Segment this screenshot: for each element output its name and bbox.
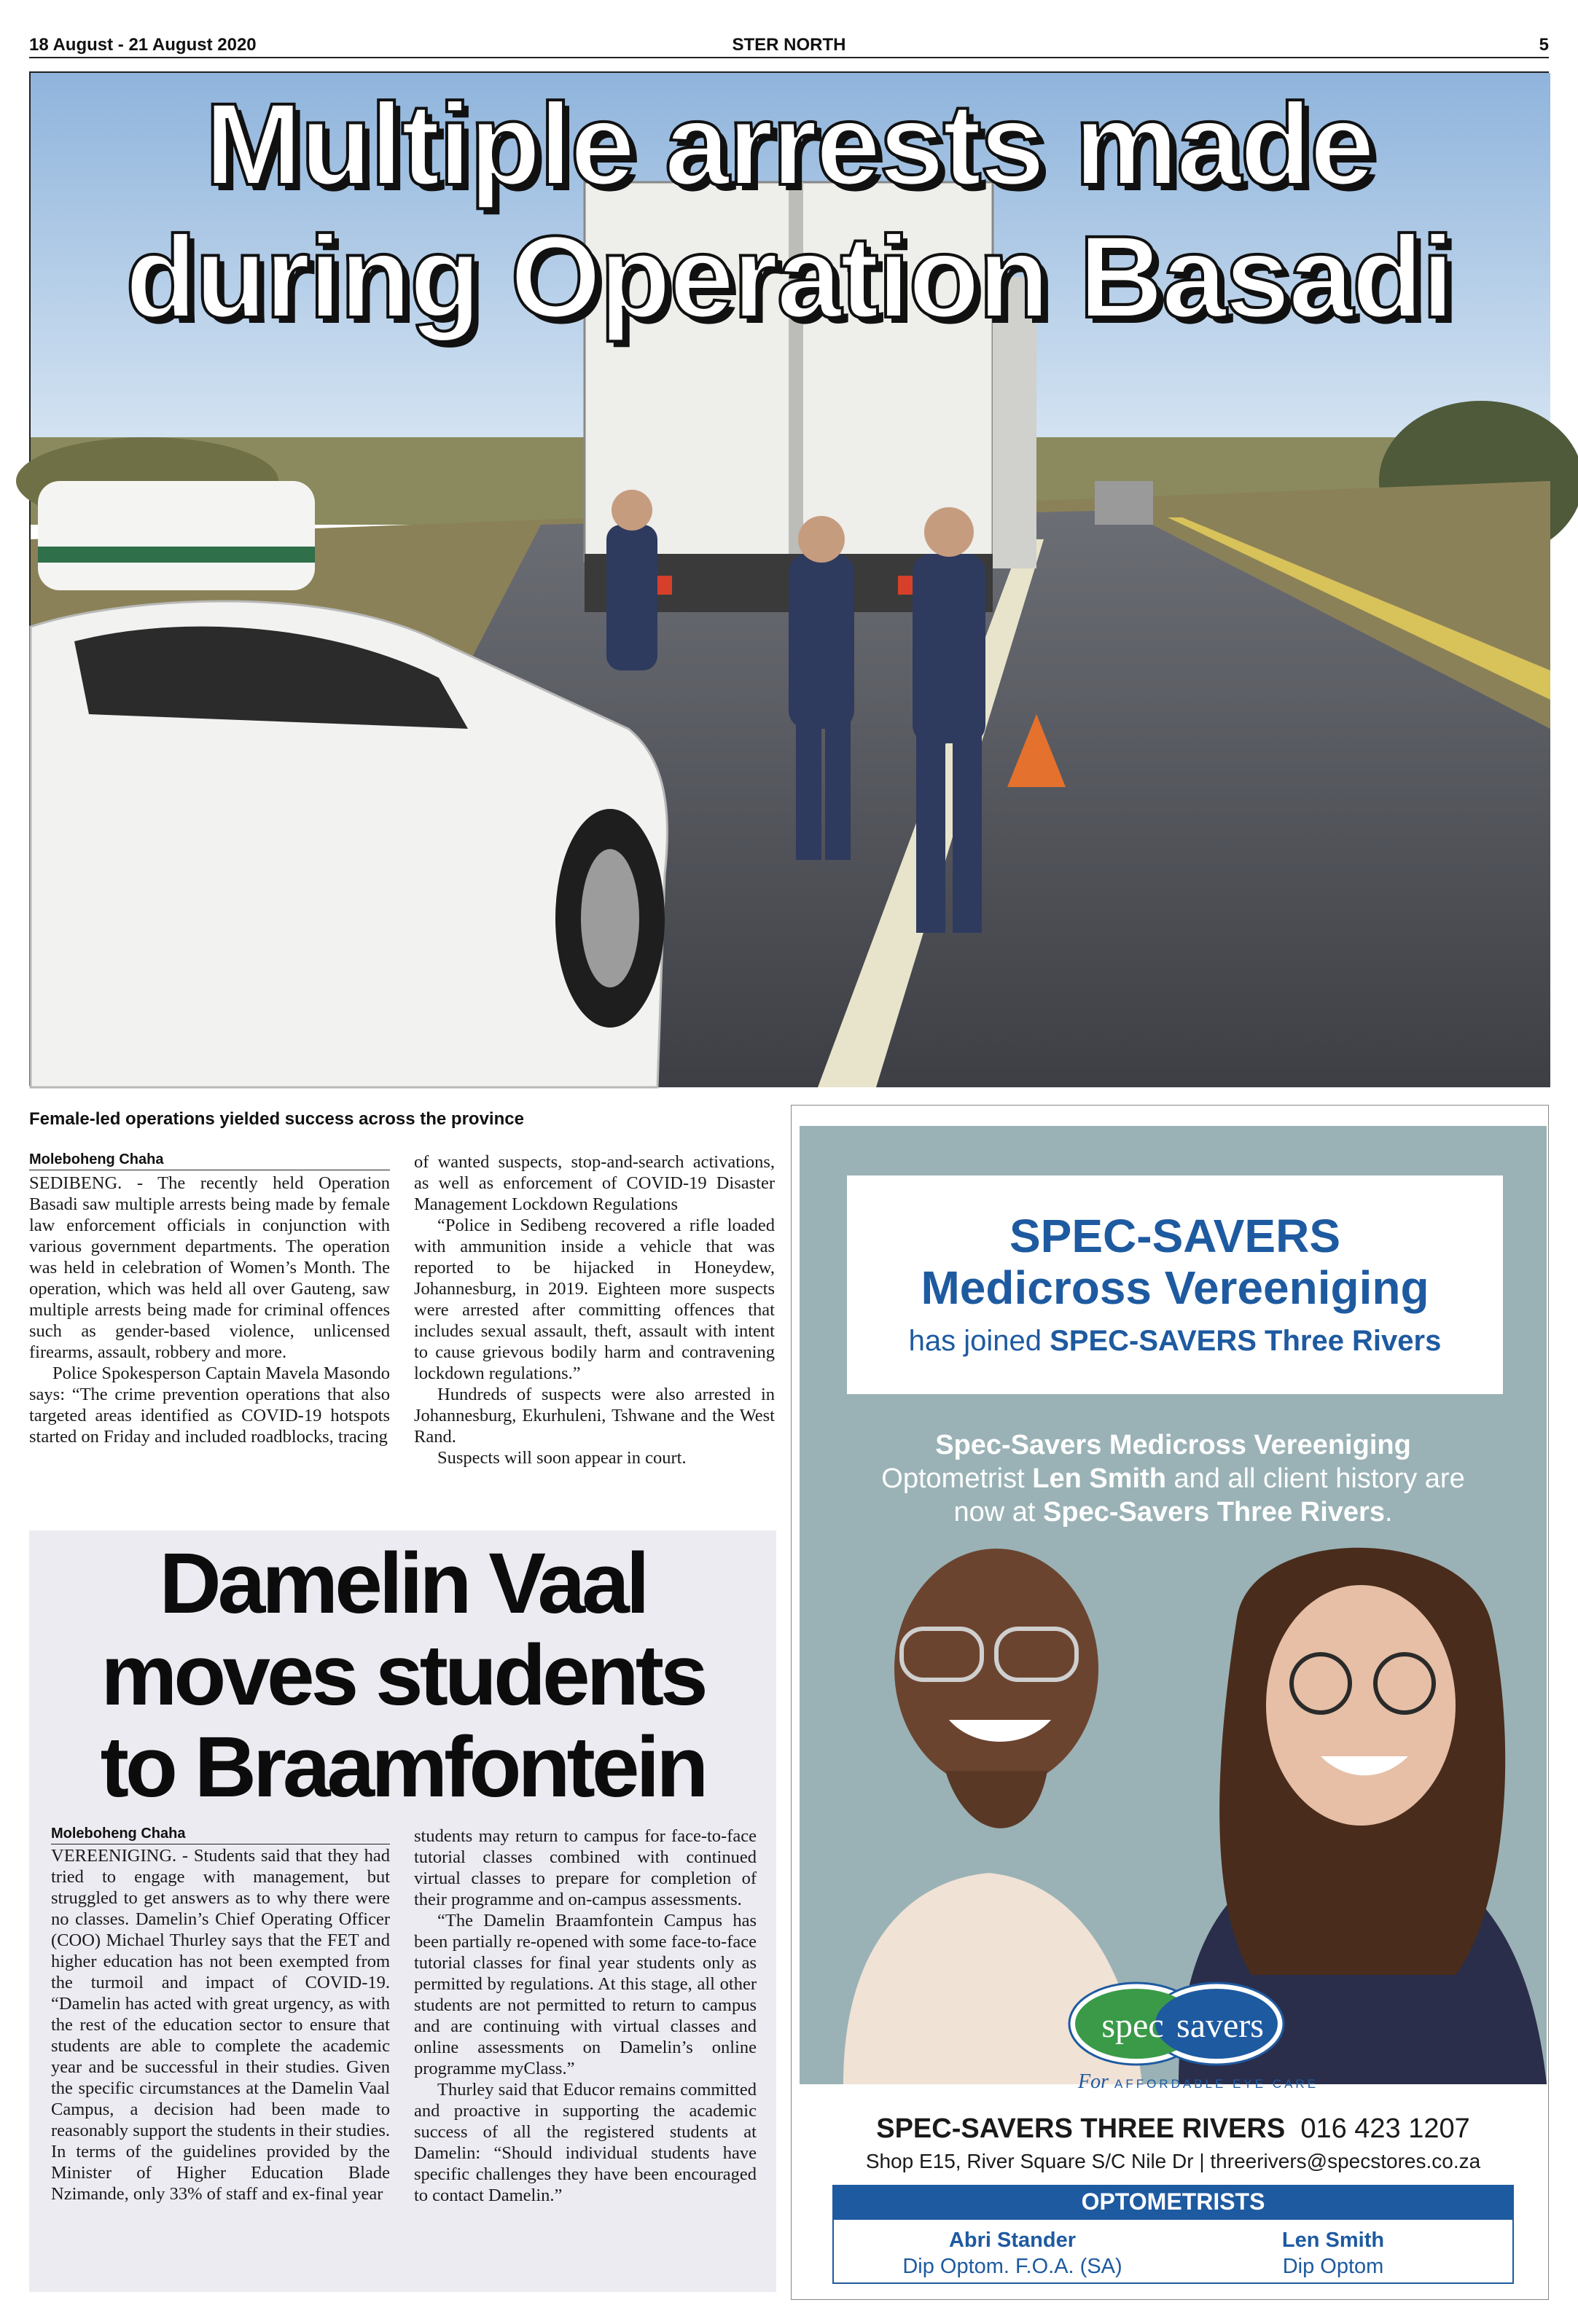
store-line — [800, 2113, 1547, 2145]
optometrists-box — [832, 2218, 1514, 2284]
lead-col2-para: Suspects will soon appear in court. — [437, 1448, 687, 1468]
store-address: Shop E15, River Square S/C Nile Dr | threerivers@specstores.co.za — [865, 2150, 1481, 2172]
lead-byline: Moleboheng Chaha — [29, 1151, 390, 1170]
lead-col1-para: SEDIBENG. - The recently held Operation Basadi saw multiple arrests being made by female law enforcement officials in conjunction with various government departments. The operation was held in celebration of Women’s Month. The operation, which was held all over Gauteng, saw multiple arrests being made for criminal offences such as gender-based violence, unlicensed firearms, assault, robbery and more. — [29, 1173, 390, 1362]
lead-col2-para: Hundreds of suspects were also arrested in Johannesburg, Ekurhuleni, Tshwane and the West Rand. — [414, 1385, 775, 1447]
damelin-headline-line2: moves students — [101, 1627, 705, 1724]
advert-brand-title: SPEC-SAVERS — [1009, 1210, 1341, 1262]
lead-col1-para: Police Spokesperson Captain Mavela Masondo says: “The crime prevention operations that also targeted areas identified as COVID-19 hotspots started on Friday and included roadblocks, tracing — [29, 1364, 390, 1447]
spec-savers-advert — [800, 1126, 1547, 2296]
advert-joined-line — [847, 1324, 1503, 1358]
lead-col2-para: “Police in Sedibeng recovered a rifle loaded with ammunition inside a vehicle that was reported to be hijacked in Honeydew, Johannesburg, in 2019. Eighteen more suspects were arrested after committing offences that includes sexual assault, theft, assault with intent to cause grievous bodily harm and contravening lockdown regulations.” — [414, 1216, 775, 1383]
logo-left-text: spec — [1101, 2006, 1164, 2045]
advert-info-line2-bold: Len Smith — [1032, 1463, 1166, 1494]
optometrist-name: Len Smith — [1281, 2229, 1385, 2252]
logo-right-text: savers — [1176, 2006, 1264, 2045]
optometrists-title: OPTOMETRISTS — [832, 2185, 1514, 2218]
advert-announcement-box — [847, 1175, 1503, 1394]
photo-caption: Female-led operations yielded success across the province — [29, 1109, 524, 1129]
optometrist-name: Abri Stander — [948, 2229, 1077, 2252]
store-phone: 016 423 1207 — [1300, 2113, 1470, 2144]
store-name: SPEC-SAVERS THREE RIVERS — [876, 2113, 1286, 2144]
damelin-headline — [29, 1535, 776, 1815]
logo-tagline: AFFORDABLE EYE CARE — [1114, 2077, 1319, 2091]
damelin-col1-para: VEREENIGING. - Students said that they had tried to engage with management, but struggled to get answers as to why there were no classes. Damelin’s Chief Operating Officer (COO) Michael Thurley says that the FET and higher education has not been exempted from the turmoil and impact of COVID-19. “Damelin has acted with great urgency, as with the rest of the education sector to ensure that students are able to complete the academic year and be successful in their studies. Given the specific circumstances at the Damelin Vaal Campus, a decision had been made to reasonably support the students in their studies. In terms of the guidelines provided by the Minister of Higher Education Blade Nzimande, only 33% of staff and ex-final year — [51, 1846, 390, 2204]
advert-info-line3-pre: now at — [953, 1497, 1044, 1527]
advert-joined-bold: SPEC-SAVERS Three Rivers — [1050, 1325, 1442, 1357]
damelin-column-2 — [414, 1826, 757, 2206]
advert-footer — [800, 2084, 1547, 2296]
advert-info-line2-pre: Optometrist — [881, 1463, 1033, 1494]
lead-column-2 — [414, 1151, 775, 1468]
advert-branch-title: Medicross Vereeniging — [921, 1261, 1429, 1314]
damelin-column-1 — [51, 1845, 390, 2204]
lead-headline-line2: during Operation Basadi — [125, 211, 1453, 342]
lead-headline-line1: Multiple arrests made — [205, 79, 1373, 209]
lead-column-1 — [29, 1173, 390, 1447]
header-rule — [29, 57, 1549, 58]
lead-col2-para: of wanted suspects, stop-and-search activations, as well as enforcement of COVID-19 Disaster Management Lockdown Regulations — [414, 1152, 775, 1214]
damelin-headline-line3: to Braamfontein — [100, 1719, 706, 1815]
optometrist-entry — [1213, 2227, 1453, 2280]
damelin-col2-para: Thurley said that Educor remains committed and proactive in supporting the academic success of all the registered students at Damelin: “Should individual students have specific challenges they have been encouraged to contact Damelin.” — [414, 2080, 757, 2205]
damelin-col2-para: “The Damelin Braamfontein Campus has been partially re-opened with some face-to-face tutorial classes for final year students only as permitted by regulations. At this stage, all other students are not permitted to return to campus and are continuing with virtual classes and online assessments on Damelin’s online programme myClass.” — [414, 1911, 757, 2078]
damelin-story — [29, 1530, 776, 2292]
spec-savers-logo — [1056, 1979, 1319, 2102]
advert-info-line2-post: and all client history are — [1165, 1463, 1465, 1494]
optometrist-qualification: Dip Optom — [1282, 2255, 1384, 2278]
damelin-col2-para: students may return to campus for face-to-face tutorial classes combined with continued virtual classes to prepare for completion of their programme and on-campus assessments. — [414, 1826, 757, 1909]
page-header — [29, 32, 1549, 57]
advert-info-line1: Spec-Savers Medicross Vereeniging — [935, 1430, 1411, 1460]
issue-date: 18 August - 21 August 2020 — [29, 35, 257, 55]
advert-info — [800, 1428, 1547, 1529]
advert-joined-pre: has joined — [908, 1325, 1050, 1357]
lead-photo — [29, 71, 1549, 1086]
advert-info-line3-bold: Spec-Savers Three Rivers — [1043, 1497, 1385, 1527]
optometrist-qualification: Dip Optom. F.O.A. (SA) — [902, 2255, 1122, 2278]
logo-tag-script: For — [1078, 2070, 1109, 2093]
advert-info-line3-post: . — [1384, 1497, 1393, 1527]
optometrist-entry — [848, 2227, 1176, 2280]
damelin-byline: Moleboheng Chaha — [51, 1826, 390, 1844]
damelin-headline-line1: Damelin Vaal — [159, 1535, 647, 1632]
publication-name: STER NORTH — [732, 35, 846, 55]
page-number: 5 — [1539, 35, 1549, 55]
